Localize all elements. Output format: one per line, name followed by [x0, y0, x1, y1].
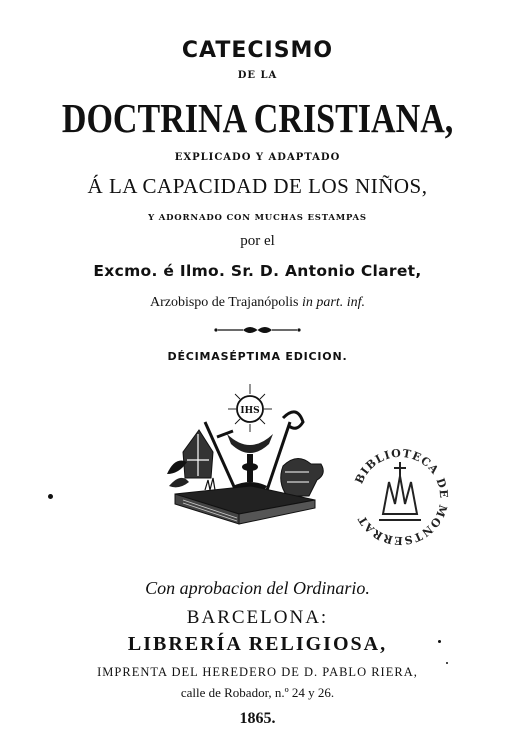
- main-title: DOCTRINA CRISTIANA,: [61, 95, 454, 141]
- author-title-text: Arzobispo de Trajanópolis: [149, 295, 299, 310]
- subtitle-estampas: Y ADORNADO CON MUCHAS ESTAMPAS: [148, 213, 367, 223]
- ornament-rule: [0, 322, 515, 336]
- printer-line: IMPRENTA DEL HEREDERO DE D. PABLO RIERA,: [97, 665, 418, 679]
- svg-text:IHS: IHS: [240, 406, 260, 416]
- svg-text:BIBLIOTECA DE MONTSERRAT: BIBLIOTECA DE MONTSERRAT: [352, 446, 451, 548]
- eucharist-vignette-icon: [165, 382, 335, 536]
- by-line: por el: [240, 233, 275, 249]
- city-line: BARCELONA:: [186, 607, 329, 628]
- title-line-de-la: DE LA: [237, 70, 278, 81]
- address-line: calle de Robador, n.º 24 y 26.: [180, 685, 335, 700]
- title-line-catecismo: CATECISMO: [181, 38, 334, 63]
- publisher-line: LIBRERÍA RELIGIOSA,: [127, 633, 388, 655]
- edition-line: DÉCIMASÉPTIMA EDICION.: [167, 350, 348, 363]
- subtitle-explicado: EXPLICADO Y ADAPTADO: [174, 152, 341, 163]
- approval-line: Con aprobacion del Ordinario.: [145, 578, 370, 598]
- ink-speck: [48, 494, 53, 499]
- author-name: Excmo. é Ilmo. Sr. D. Antonio Claret,: [93, 262, 422, 280]
- ink-speck: [446, 662, 448, 664]
- year-line: 1865.: [239, 710, 276, 727]
- author-title: [0, 295, 515, 311]
- library-stamp-icon: [345, 442, 455, 556]
- subtitle-capacidad: Á LA CAPACIDAD DE LOS NIÑOS,: [87, 174, 428, 198]
- author-title-italic: in part. inf.: [302, 295, 366, 310]
- ornament-rule-icon: [0, 323, 515, 337]
